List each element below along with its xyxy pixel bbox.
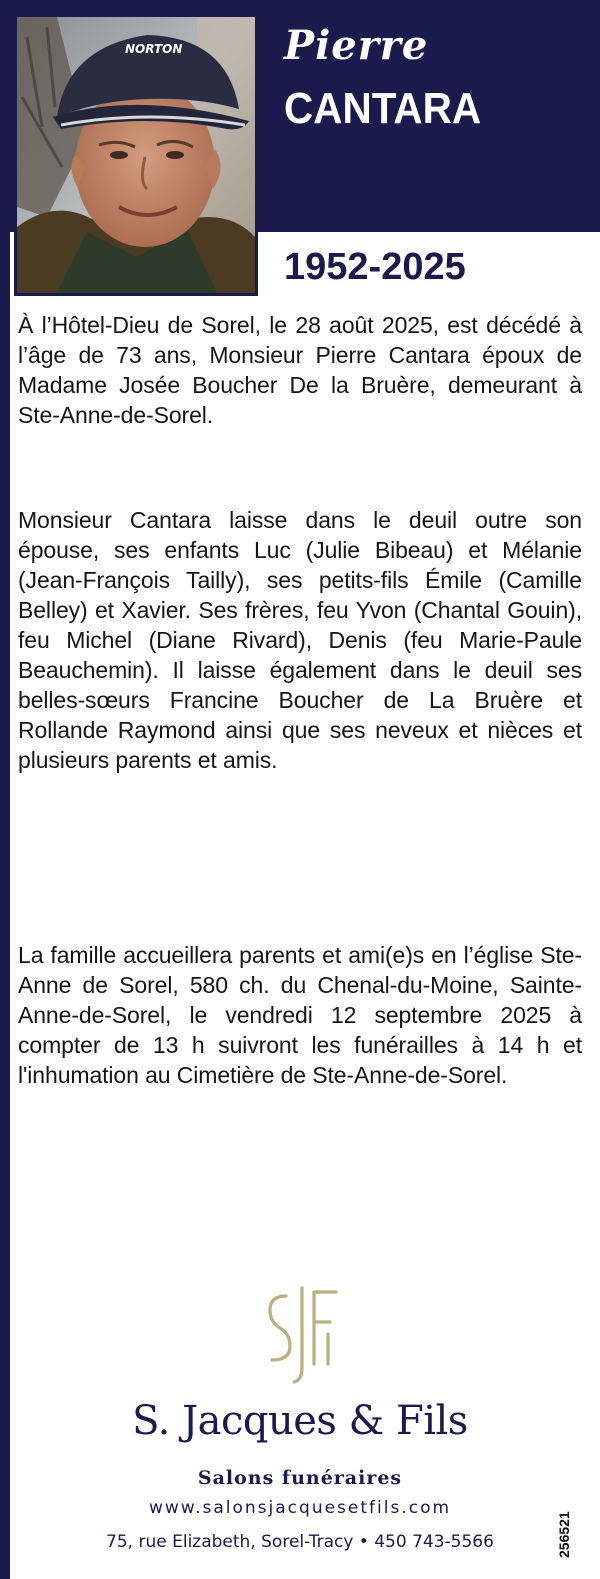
funeral-home-website: www.salonsjacquesetfils.com: [148, 1498, 452, 1518]
first-name: Pierre: [284, 22, 429, 69]
last-name: CANTARA: [284, 84, 482, 133]
funeral-details-paragraph: La famille accueillera parents et ami(e)s en l’église Ste-Anne de Sorel, 580 ch. du Chenal-du-Moine, Sainte-Anne-de-Sorel, le vendredi 12 septembre 2025 à compter de 13 h suivront les funérailles à 14 h et l'inhumation au Cimetière de Ste-Anne-de-Sorel.: [18, 942, 582, 1088]
funeral-home-subtitle: Salons funéraires: [197, 1467, 403, 1489]
funeral-home-name: S. Jacques & Fils: [132, 1398, 468, 1444]
life-years: 1952-2025: [284, 246, 466, 288]
cap-logo-text: NORTON: [125, 42, 183, 56]
monogram-text: SJF: [302, 1387, 304, 1388]
reference-number: 256521: [556, 1511, 572, 1558]
death-announcement-paragraph: À l’Hôtel-Dieu de Sorel, le 28 août 2025, est décédé à l’âge de 73 ans, Monsieur Pierre Cantara époux de Madame Josée Boucher De la Bruère, demeurant à Ste-Anne-de-Sorel.: [18, 312, 582, 428]
funeral-home-address: 75, rue Elizabeth, Sorel-Tracy • 450 743-5566: [106, 1532, 494, 1552]
sjf-monogram-logo: [258, 1284, 348, 1389]
right-border: [596, 0, 600, 232]
portrait-photo: [14, 14, 258, 296]
left-border: [0, 0, 10, 1579]
survivors-paragraph: Monsieur Cantara laisse dans le deuil outre son épouse, ses enfants Luc (Julie Bibeau) et Mélanie (Jean-François Tailly), ses petits-fils Émile (Camille Belley) et Xavier. Ses frères, feu Yvon (Chantal Gouin), feu Michel (Diane Rivard), Denis (feu Marie-Paule Beauchemin). Il laisse également dans le deuil ses belles-sœurs Francine Boucher de La Bruère et Rollande Raymond ainsi que ses neveux et nièces et plusieurs parents et amis.: [18, 507, 582, 773]
